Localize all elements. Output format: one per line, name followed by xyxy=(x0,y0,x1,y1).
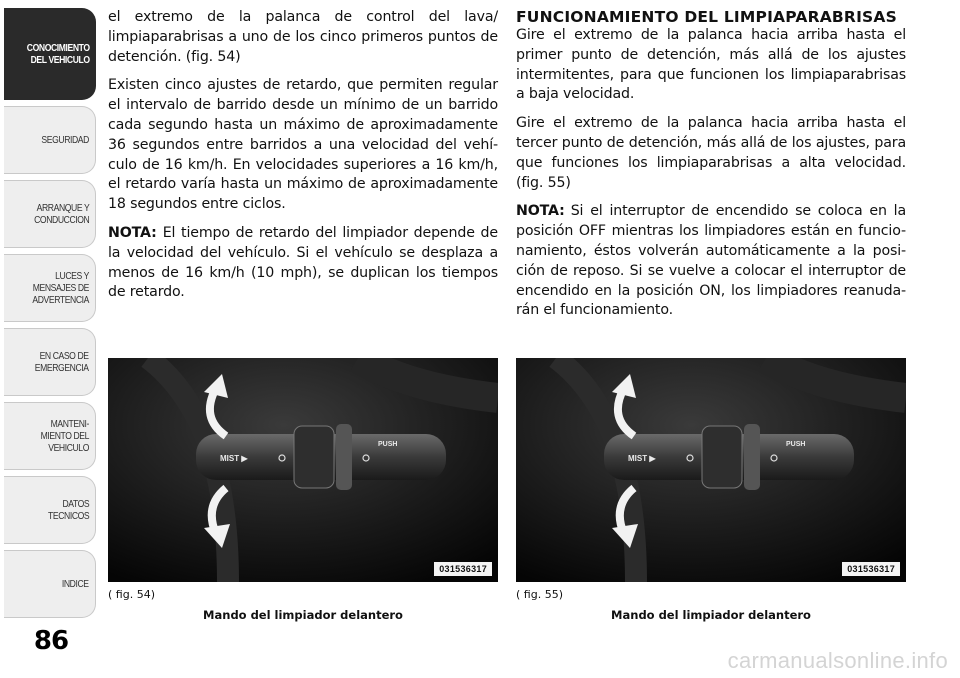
tab-indice[interactable] xyxy=(4,550,96,618)
figure-code: 031536317 xyxy=(842,562,900,576)
figure-ref: ( fig. 55) xyxy=(516,588,563,601)
paragraph: Gire el extremo de la palanca hacia arriba hasta el primer punto de detención, más allá de los ajustes intermitentes, para que funcionen los limpiaparabrisas a baja velocidad. xyxy=(516,27,906,103)
nota-label: NOTA: xyxy=(516,203,565,220)
tab-seguridad[interactable] xyxy=(4,106,96,174)
paragraph: Existen cinco ajustes de retardo, que permiten regular el intervalo de barrido desde un mínimo de un barrido cada segundo hasta un máximo de aproximadamente 36 segundos entre barridos a una velocidad del vehí- culo de 16 km/h. En velocidades superiores a 16 km/h, el retardo varía hasta un máximo de aproximadamente 18 segundos entre ciclos. xyxy=(108,77,498,213)
tab-en-caso-de-emergencia[interactable] xyxy=(4,328,96,396)
mist-label: MIST ▶ xyxy=(220,454,248,463)
paragraph: el extremo de la palanca de control del lava/ limpiaparabrisas a uno de los cinco primeros puntos de detención. (fig. 54) xyxy=(108,9,498,65)
figure-caption: Mando del limpiador delantero xyxy=(203,608,403,622)
tab-label: DATOS TECNICOS xyxy=(47,498,89,522)
nota-text: Si el interruptor de encendido se coloca en la posición OFF mientras los limpiadores están en funcio- namiento, éstos volverán automáticamente a la posi- ción de reposo. Si se vuelve a colocar el interruptor de encendido en la posición ON, los limpiadores reanuda- rán el funcionamiento. xyxy=(516,203,906,319)
figure-ref: ( fig. 54) xyxy=(108,588,155,601)
mist-label: MIST ▶ xyxy=(628,454,656,463)
tab-arranque-y-conduccion[interactable] xyxy=(4,180,96,248)
watermark: carmanualsonline.info xyxy=(727,648,948,673)
push-label: PUSH xyxy=(378,441,398,448)
nota-paragraph xyxy=(108,224,498,303)
left-column xyxy=(108,8,498,312)
tab-luces-y-mensajes[interactable] xyxy=(4,254,96,322)
section-heading: FUNCIONAMIENTO DEL LIMPIAPARABRISAS xyxy=(516,8,897,26)
tab-label: CONOCIMIENTO DEL VEHICULO xyxy=(27,42,90,66)
figure-wiper-stalk-54 xyxy=(108,358,498,582)
tab-conocimiento-del-vehiculo[interactable] xyxy=(4,8,96,100)
tab-label: ARRANQUE Y CONDUCCION xyxy=(33,202,89,226)
tab-mantenimiento-del-vehiculo[interactable] xyxy=(4,402,96,470)
paragraph: Gire el extremo de la palanca hacia arriba hasta el tercer punto de detención, más allá de los ajustes, para que funciones los limpiaparabrisas a alta velocidad. (fig. 55) xyxy=(516,115,906,191)
figure-wiper-stalk-55 xyxy=(516,358,906,582)
tab-label: MANTENI- MIENTO DEL VEHICULO xyxy=(40,418,89,454)
nota-paragraph xyxy=(516,202,906,321)
nota-text: El tiempo de retardo del limpiador depende de la velocidad del vehículo. Si el vehículo se desplaza a menos de 16 km/h (10 mph), se duplican los tiempos de retardo. xyxy=(108,224,498,301)
tab-label: INDICE xyxy=(62,578,89,590)
wiper-stalk-illustration xyxy=(108,358,498,582)
push-label: PUSH xyxy=(786,441,806,448)
tab-label: EN CASO DE EMERGENCIA xyxy=(35,350,89,374)
nota-label: NOTA: xyxy=(108,224,157,241)
right-column xyxy=(516,8,906,330)
figure-caption: Mando del limpiador delantero xyxy=(611,608,811,622)
tab-label: LUCES Y MENSAJES DE ADVERTENCIA xyxy=(32,270,89,306)
page-number: 86 xyxy=(33,626,69,656)
tab-datos-tecnicos[interactable] xyxy=(4,476,96,544)
tab-label: SEGURIDAD xyxy=(41,134,89,146)
wiper-stalk-illustration xyxy=(516,358,906,582)
figure-code: 031536317 xyxy=(434,562,492,576)
